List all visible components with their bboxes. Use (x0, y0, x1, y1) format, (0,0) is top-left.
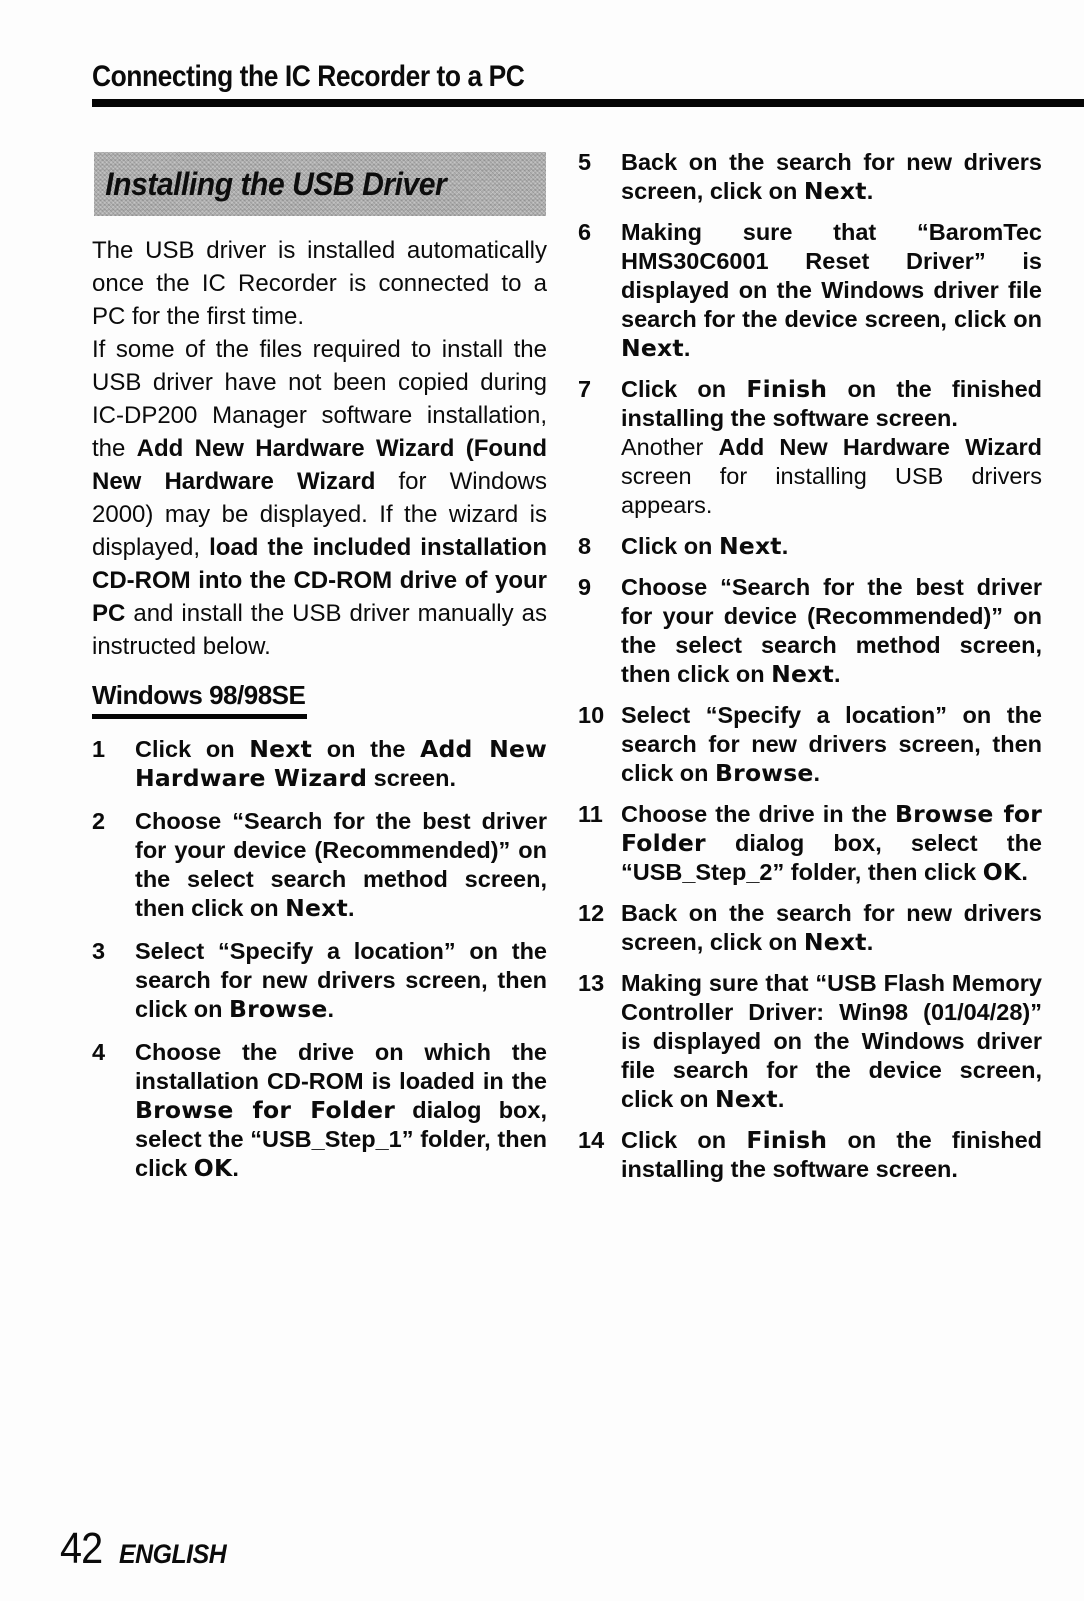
step-number: 11 (578, 801, 603, 827)
step-number: 1 (92, 736, 106, 762)
step-number: 7 (578, 376, 592, 402)
step (578, 701, 1042, 788)
intro-paragraph: If some of the files required to install the USB driver have not been copied during IC-DP200 Manager software installation, the Add New Hardware Wizard (Found New Hardware Wizard for Windows 2000) may be displayed. If the wizard is displayed, load the included installation CD-ROM into the CD-ROM drive of your PC and install the USB driver manually as instructed below. (92, 336, 548, 660)
subsection-heading-wrap (92, 680, 547, 719)
left-column (92, 234, 547, 1183)
step-number: 13 (578, 970, 605, 996)
step-body: Choose “Search for the best driver for your device (Recommended)” on the select search method screen, then click on Next. (135, 808, 547, 922)
step (578, 899, 1042, 957)
step (578, 218, 1042, 363)
right-column (578, 148, 1042, 1184)
step-body: Click on Next on the Add New Hardware Wizard screen. (135, 735, 547, 792)
step-number: 3 (92, 938, 106, 964)
step-body (621, 375, 1042, 520)
step-note: Another Add New Hardware Wizard screen for installing USB drivers appears. (621, 434, 1042, 518)
step (92, 735, 547, 793)
step-body: Choose “Search for the best driver for your device (Recommended)” on the select search method screen, then click on Next. (621, 574, 1042, 688)
step (578, 573, 1042, 689)
step-number: 9 (578, 574, 592, 600)
step-number: 6 (578, 219, 592, 245)
step (92, 937, 547, 1024)
step (92, 1038, 547, 1183)
page-number: 42 (60, 1524, 103, 1573)
language-label: ENGLISH (118, 1539, 227, 1569)
step-number: 10 (578, 702, 605, 728)
step-number: 2 (92, 808, 106, 834)
step-number: 14 (578, 1127, 605, 1153)
step-list-left (92, 735, 547, 1183)
step-body: Choose the drive on which the installation CD-ROM is loaded in the Browse for Folder dialog box, select the “USB_Step_1” folder, then click OK. (135, 1039, 547, 1182)
intro-paragraph: The USB driver is installed automatically once the IC Recorder is connected to a PC for the first time. (92, 237, 547, 330)
step-body: Back on the search for new drivers screen, click on Next. (621, 149, 1042, 205)
step-body: Select “Specify a location” on the search for new drivers screen, then click on Browse. (135, 938, 547, 1023)
section-title: Installing the USB Driver (105, 165, 447, 202)
section-title-banner (94, 152, 546, 216)
step-number: 4 (92, 1039, 106, 1065)
page-footer (60, 1524, 235, 1574)
step (92, 807, 547, 923)
step (578, 969, 1042, 1114)
step (578, 148, 1042, 206)
step-number: 8 (578, 533, 592, 559)
step (578, 532, 1042, 561)
step-body: Choose the drive in the Browse for Folder dialog box, select the “USB_Step_2” folder, then click OK. (621, 800, 1043, 886)
step-body: Click on Next. (621, 532, 789, 560)
step (578, 1126, 1042, 1184)
step-body: Click on Finish on the finished installing the software screen. (621, 1126, 1043, 1182)
step (578, 800, 1042, 887)
page-header-title: Connecting the IC Recorder to a PC (92, 60, 525, 93)
step-number: 12 (578, 900, 605, 926)
step (578, 375, 1042, 520)
step-body: Making sure that “USB Flash Memory Controller Driver: Win98 (01/04/28)” is displayed on the Windows driver file search for the device screen, click on Next. (621, 970, 1042, 1113)
step-body: Back on the search for new drivers screen, click on Next. (621, 900, 1042, 956)
step-body: Making sure that “BaromTec HMS30C6001 Reset Driver” is displayed on the Windows driver file search for the device screen, click on Next. (621, 219, 1042, 362)
step-body: Select “Specify a location” on the search for new drivers screen, then click on Browse. (621, 702, 1042, 787)
step-instruction: Click on Finish on the finished installing the software screen. (621, 375, 1043, 431)
step-number: 5 (578, 149, 592, 175)
subsection-heading: Windows 98/98SE (92, 680, 307, 719)
header-rule (92, 99, 1084, 107)
